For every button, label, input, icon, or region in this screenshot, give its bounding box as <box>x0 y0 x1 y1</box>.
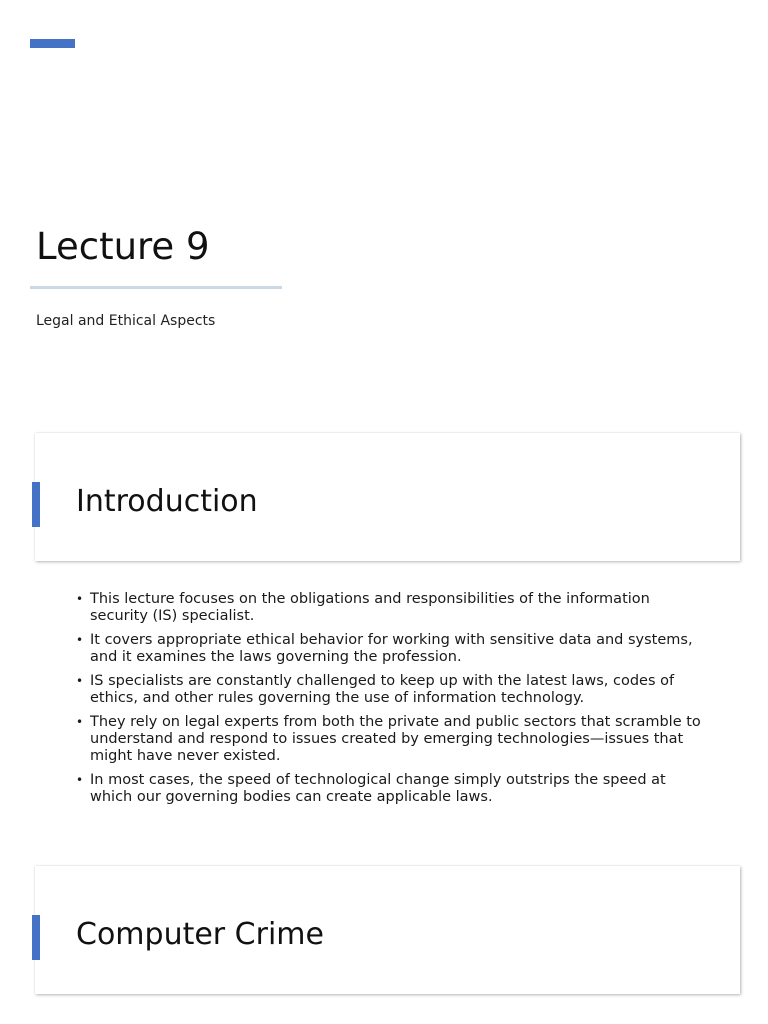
bullet-text: This lecture focuses on the obligations and responsibilities of the information security (IS) specialist. <box>90 591 650 624</box>
introduction-bullet-list <box>76 591 706 813</box>
list-item <box>76 772 706 806</box>
page-subtitle: Legal and Ethical Aspects <box>36 313 216 329</box>
bullet-icon: • <box>76 592 84 606</box>
bullet-text: It covers appropriate ethical behavior for working with sensitive data and systems, and it examines the laws governing the profession. <box>90 632 693 665</box>
list-item <box>76 591 706 625</box>
bullet-icon: • <box>76 715 84 729</box>
title-divider <box>30 286 282 289</box>
bullet-text: In most cases, the speed of technological change simply outstrips the speed at which our governing bodies can create applicable laws. <box>90 772 666 805</box>
bullet-icon: • <box>76 674 84 688</box>
bullet-icon: • <box>76 633 84 647</box>
computer-crime-accent-bar <box>32 915 40 960</box>
introduction-accent-bar <box>32 482 40 527</box>
list-item <box>76 673 706 707</box>
accent-bar <box>30 39 75 48</box>
page-title: Lecture 9 <box>36 225 210 268</box>
bullet-text: IS specialists are constantly challenged to keep up with the latest laws, codes of ethics, and other rules governing the use of information technology. <box>90 673 675 706</box>
list-item <box>76 714 706 765</box>
bullet-icon: • <box>76 773 84 787</box>
introduction-heading: Introduction <box>76 484 258 519</box>
list-item <box>76 632 706 666</box>
computer-crime-heading: Computer Crime <box>76 917 324 952</box>
bullet-text: They rely on legal experts from both the private and public sectors that scramble to understand and respond to issues created by emerging technologies—issues that might have never existed. <box>90 714 701 764</box>
